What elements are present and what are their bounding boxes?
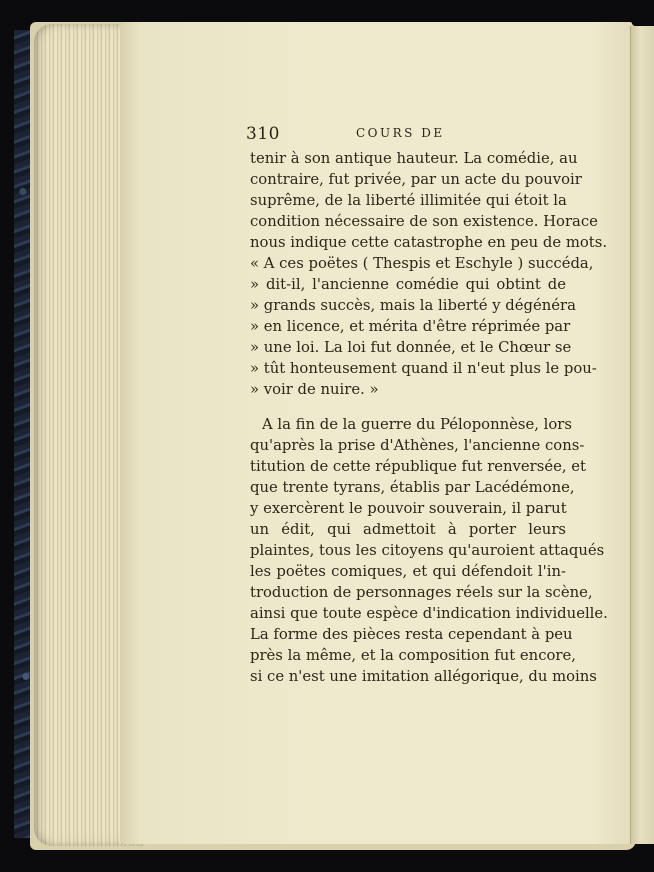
- text-line: un édit, qui admettoit à porter leurs: [250, 521, 566, 538]
- text-line: qu'après la prise d'Athènes, l'ancienne cons-: [250, 437, 585, 454]
- text-line: plaintes, tous les citoyens qu'auroient attaqués: [250, 542, 605, 559]
- text-line: les poëtes comiques, et qui défendoit l'in-: [250, 563, 566, 580]
- text-line: « A ces poëtes ( Thespis et Eschyle ) succéda,: [250, 255, 594, 272]
- text-line: troduction de personnages réels sur la scène,: [250, 584, 593, 601]
- text-line: condition nécessaire de son existence. Horace: [250, 213, 598, 230]
- text-line: » tût honteusement quand il n'eut plus le pou-: [250, 360, 597, 377]
- text-line: près la même, et la composition fut encore,: [250, 647, 576, 664]
- text-line: titution de cette république fut renversée, et: [250, 458, 586, 475]
- running-head: COURS DE: [356, 126, 445, 140]
- text-line: » voir de nuire. »: [250, 381, 379, 398]
- text-line: nous indique cette catastrophe en peu de mots.: [250, 234, 608, 251]
- page-number: 310: [246, 124, 280, 144]
- text-line: A la fin de la guerre du Péloponnèse, lors: [262, 416, 572, 433]
- text-line: ainsi que toute espèce d'indication individuelle.: [250, 605, 608, 622]
- text-line: que trente tyrans, établis par Lacédémone,: [250, 479, 575, 496]
- text-line: » grands succès, mais la liberté y dégénéra: [250, 297, 576, 314]
- text-line: » en licence, et mérita d'être réprimée par: [250, 318, 571, 335]
- text-line: si ce n'est une imitation allégorique, du moins: [250, 668, 597, 685]
- text-line: y exercèrent le pouvoir souverain, il parut: [250, 500, 567, 517]
- text-line: » une loi. La loi fut donnée, et le Chœur se: [250, 339, 572, 356]
- text-line: tenir à son antique hauteur. La comédie, au: [250, 150, 578, 167]
- text-line: La forme des pièces resta cependant à peu: [250, 626, 573, 643]
- text-line: contraire, fut privée, par un acte du pouvoir: [250, 171, 582, 188]
- page-header: [246, 124, 546, 146]
- text-line: suprême, de la liberté illimitée qui étoit la: [250, 192, 567, 209]
- right-page-edge: [630, 26, 654, 844]
- text-line: » dit-il, l'ancienne comédie qui obtint de: [250, 276, 566, 293]
